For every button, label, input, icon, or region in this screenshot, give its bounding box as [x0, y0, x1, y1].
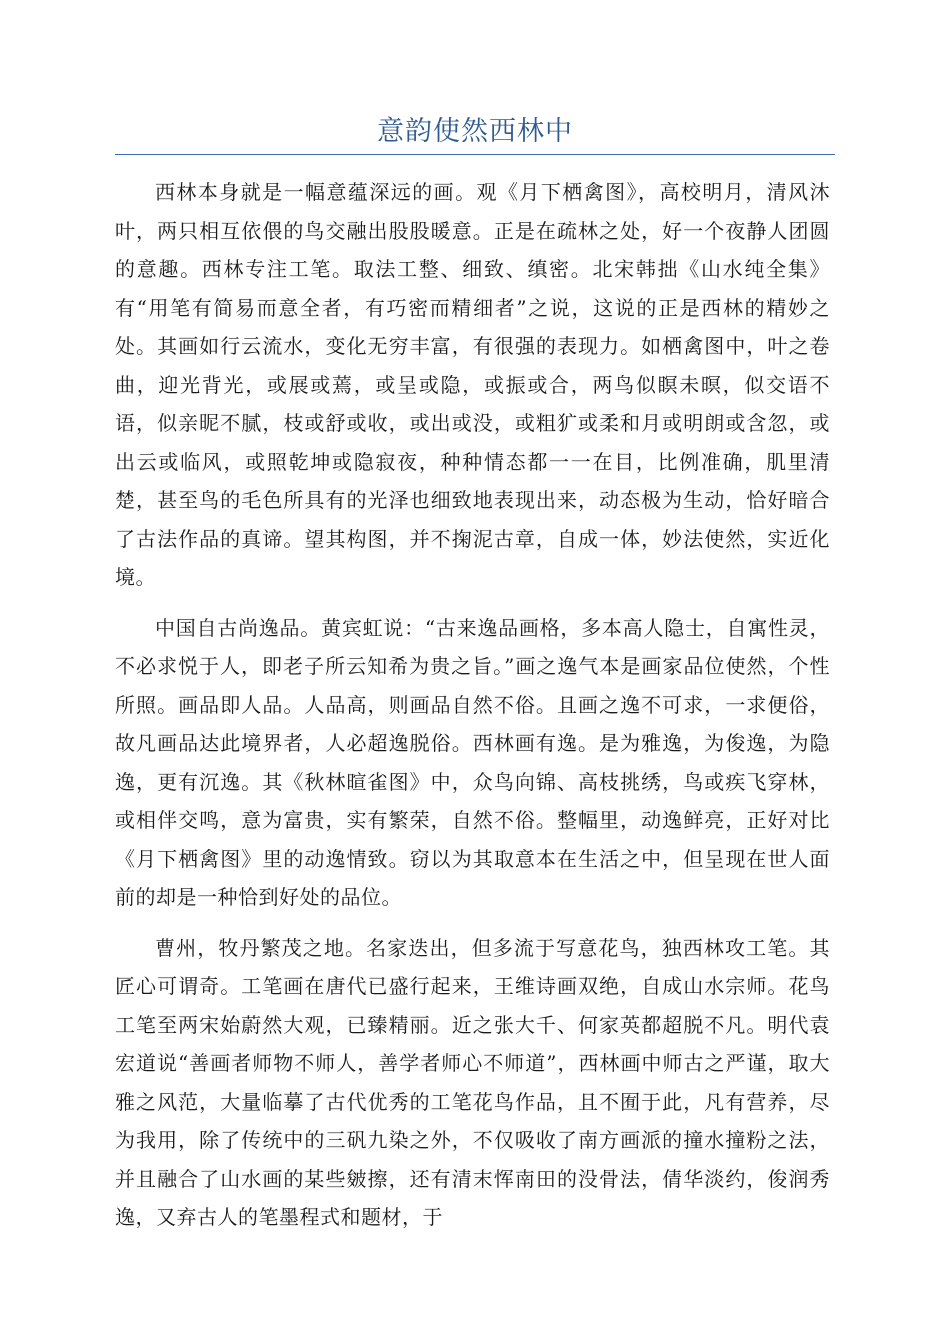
- paragraph-1: 西林本身就是一幅意蕴深远的画。观《月下栖禽图》，高校明月，清风沐叶，两只相互依偎的鸟交融出股股暖意。正是在疏林之处，好一个夜静人团圆的意趣。西林专注工笔。取法工整、细致、缜密。北宋韩拙《山水纯全集》有“用笔有简易而意全者，有巧密而精细者”之说，这说的正是西林的精妙之处。其画如行云流水，变化无穷丰富，有很强的表现力。如栖禽图中，叶之卷曲，迎光背光，或展或蔫，或呈或隐，或振或合，两鸟似瞑未暝，似交语不语，似亲昵不腻，枝或舒或收，或出或没，或粗犷或柔和月或明朗或含忽，或出云或临风，或照乾坤或隐寂夜，种种情态都一一在目，比例准确，肌里清楚，甚至鸟的毛色所具有的光泽也细致地表现出来，动态极为生动，恰好暗合了古法作品的真谛。望其构图，并不掬泥古章，自成一体，妙法使然，实近化境。: [115, 180, 830, 589]
- document-body: [115, 173, 830, 1249]
- paragraph-3: 曹州，牧丹繁茂之地。名家迭出，但多流于写意花鸟，独西林攻工笔。其匠心可谓奇。工笔画在唐代已盛行起来，王维诗画双绝，自成山水宗师。花鸟工笔至两宋始蔚然大观，已臻精丽。近之张大千、何家英都超脱不凡。明代袁宏道说“善画者师物不师人，善学者师心不师道”，西林画中师古之严谨，取大雅之风范，大量临摹了古代优秀的工笔花鸟作品，且不囿于此，凡有营养，尽为我用，除了传统中的三矾九染之外，不仅吸收了南方画派的撞水撞粉之法，并且融合了山水画的某些皴擦，还有清末恽南田的没骨法，倩华淡约，俊润秀逸，又弃古人的笔墨程式和题材，于: [115, 935, 830, 1229]
- title-underline: [115, 154, 835, 155]
- document-title: 意韵使然西林中: [377, 116, 573, 147]
- paragraph-2: 中国自古尚逸品。黄宾虹说：“古来逸品画格，多本高人隐士，自寓性灵，不必求悦于人，即老子所云知希为贵之旨。”画之逸气本是画家品位使然，个性所照。画品即人品。人品高，则画品自然不俗。且画之逸不可求，一求便俗，故凡画品达此境界者，人必超逸脱俗。西林画有逸。是为雅逸，为俊逸，为隐逸，更有沉逸。其《秋林暄雀图》中，众鸟向锦、高枝挑绣，鸟或疾飞穿林，或相伴交鸣，意为富贵，实有繁荣，自然不俗。整幅里，动逸鲜亮，正好对比《月下栖禽图》里的动逸情致。窃以为其取意本在生活之中，但呈现在世人面前的却是一种恰到好处的品位。: [115, 615, 830, 909]
